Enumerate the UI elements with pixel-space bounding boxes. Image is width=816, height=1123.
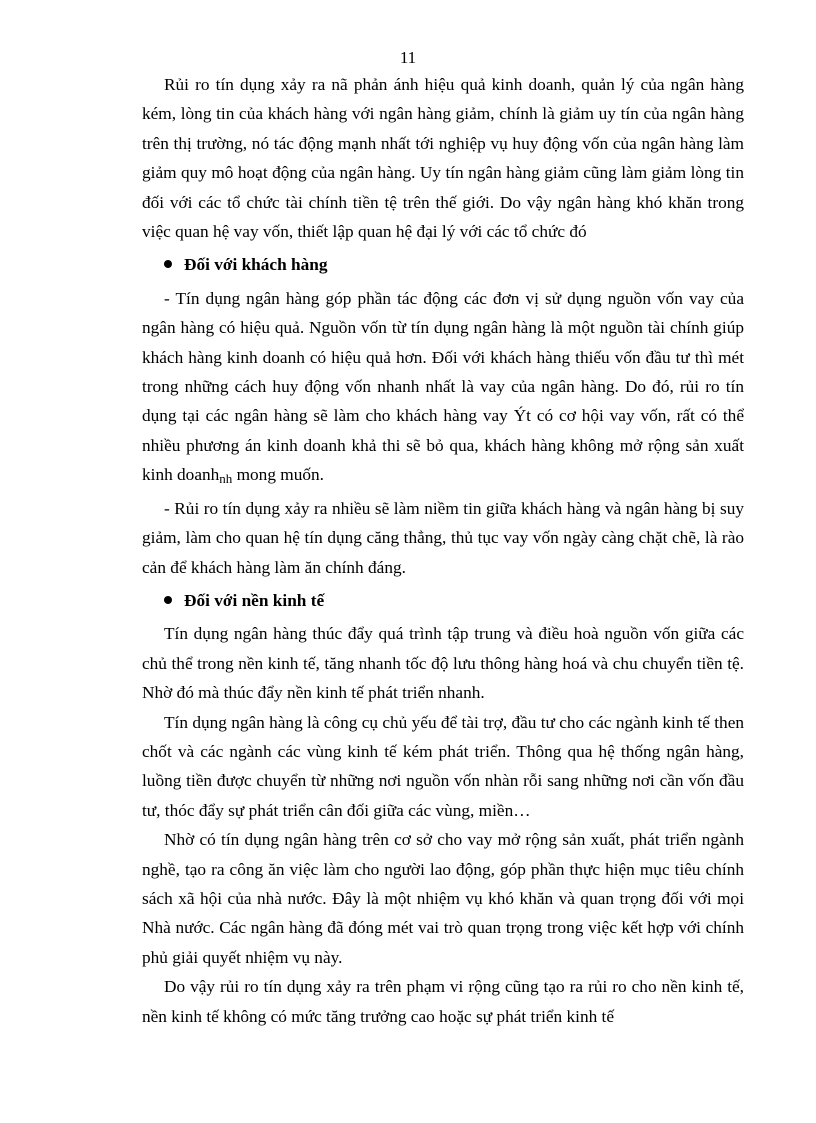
page-number: 11 <box>399 48 417 67</box>
paragraph-economy-3: Nhờ có tín dụng ngân hàng trên cơ sở cho vay mở rộng sản xuất, phát triển ngành nghề, tạo ra công ăn việc làm cho người lao động, góp phần thực hiện mục tiêu chính sách xã hội của nhà nước. Đây là một nhiệm vụ khó khăn và quan trọng đối với mọi Nhà nước. Các ngân hàng đã đóng mét vai trò quan trọng trong việc kết hợp với chính phủ giải quyết nhiệm vụ này. <box>142 830 744 967</box>
paragraph-customers-1-text: - Tín dụng ngân hàng góp phần tác động các đơn vị sử dụng nguồn vốn vay của ngân hàng có hiệu quả. Nguồn vốn từ tín dụng ngân hàng là một nguồn tài chính giúp khách hàng kinh doanh có hiệu quả hơn. Đối với khách hàng thiếu vốn đầu tư thì mét trong những cách huy động vốn nhanh nhất là vay của ngân hàng. Do đó, rủi ro tín dụng tại các ngân hàng sẽ làm cho khách hàng vay Ýt có cơ hội vay vốn, rất có thể nhiều phương án kinh doanh khả thi sẽ bỏ qua, khách hàng không mở rộng sản xuất kinh doanh <box>142 288 744 485</box>
paragraph-economy-4: Do vậy rủi ro tín dụng xảy ra trên phạm vi rộng cũng tạo ra rủi ro cho nền kinh tế, nền kinh tế không có mức tăng trưởng cao hoặc sự phát triển kinh tế <box>142 977 744 1026</box>
paragraph-customers-1 <box>142 284 744 494</box>
heading-customers-label: Đối với khách hàng <box>184 255 328 275</box>
paragraph-customers-1-fragment: nh <box>219 471 233 487</box>
heading-customers <box>142 250 744 279</box>
heading-economy <box>142 586 744 615</box>
bullet-icon <box>163 259 173 269</box>
bullet-icon <box>163 595 173 605</box>
paragraph-economy-2: Tín dụng ngân hàng là công cụ chủ yếu để tài trợ, đầu tư cho các ngành kinh tế then chốt và các ngành các vùng kinh tế kém phát triển. Thông qua hệ thống ngân hàng, luồng tiền được chuyển từ những nơi nguồn vốn nhàn rỗi sang những nơi cần vốn đầu tư, thóc đẩy sự phát triển cân đối giữa các vùng, miền… <box>142 712 744 820</box>
paragraph-customers-1-end: mong muốn. <box>232 465 324 485</box>
page-content <box>142 70 744 1031</box>
paragraph-economy-1: Tín dụng ngân hàng thúc đẩy quá trình tập trung và điều hoà nguồn vốn giữa các chủ thể trong nền kinh tế, tăng nhanh tốc độ lưu thông hàng hoá và chu chuyển tiền tệ. Nhờ đó mà thúc đẩy nền kinh tế phát triển nhanh. <box>142 624 744 703</box>
paragraph-customers-2: - Rủi ro tín dụng xảy ra nhiều sẽ làm niềm tin giữa khách hàng và ngân hàng bị suy giảm, làm cho quan hệ tín dụng căng thẳng, thủ tục vay vốn ngày càng chặt chẽ, là rào cản để khách hàng làm ăn chính đáng. <box>142 498 744 577</box>
paragraph-reputation: Rủi ro tín dụng xảy ra nã phản ánh hiệu quả kinh doanh, quản lý của ngân hàng kém, lòng tin của khách hàng với ngân hàng giảm, chính là giảm uy tín của ngân hàng trên thị trường, nó tác động mạnh nhất tới nghiệp vụ huy động vốn của ngân hàng làm giảm quy mô hoạt động của ngân hàng. Uy tín ngân hàng giảm cũng làm giảm lòng tin đối với các tổ chức tài chính tiền tệ trên thế giới. Do vậy ngân hàng khó khăn trong việc quan hệ vay vốn, thiết lập quan hệ đại lý với các tổ chức đó <box>142 75 744 242</box>
heading-economy-label: Đối với nền kinh tế <box>184 590 325 610</box>
